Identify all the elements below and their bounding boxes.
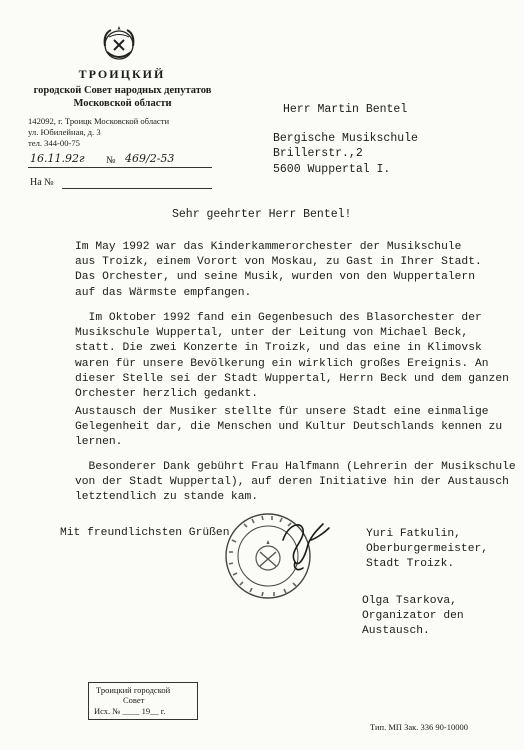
body-paragraph-4: Besonderer Dank gebührt Frau Halfmann (Lehrerin der Musikschule von der Stadt Wuppertal), auf deren Initiative hin der Austausch letztendlich zu stande kam. bbox=[75, 461, 516, 504]
letterhead-line1: городской Совет народных депутатов bbox=[33, 85, 212, 96]
recipient-line2: Brillerstr.,2 bbox=[273, 147, 363, 160]
stamp-line3: Исх. № ____ 19__ г. bbox=[94, 706, 166, 716]
letterhead-phone-line: тел. 344-00-75 bbox=[28, 138, 80, 148]
letterhead-line2: Московской области bbox=[73, 98, 172, 109]
body-paragraph-2: Im Oktober 1992 fand ein Gegenbesuch des Blasorchester der Musikschule Wuppertal, unter der Leitung von Michael Beck, statt. Die zwei Konzerte in Troizk, und das eine in Klimovsk waren für unsere Bevölkerung ein wirklich großes Ereignis. An dieser Stelle sei der Stadt Wuppertal, Herrn Beck und dem ganzen Orchester herzlich gedankt. bbox=[75, 312, 509, 401]
letterhead-address-line2: ул. Юбилейная, д. 3 bbox=[28, 127, 101, 137]
stamp-line2: Совет bbox=[123, 695, 145, 705]
recipient-name: Herr Martin Bentel bbox=[283, 103, 408, 116]
recipient-line1: Bergische Musikschule bbox=[273, 132, 418, 145]
reference-date: 16.11.92г bbox=[30, 152, 85, 165]
outgoing-stamp bbox=[88, 682, 198, 720]
recipient-line3: 5600 Wuppertal I. bbox=[273, 163, 391, 176]
letterhead-title: ТРОИЦКИЙ bbox=[78, 67, 166, 81]
reference-number: 469/2-53 bbox=[125, 152, 175, 165]
state-emblem-icon bbox=[97, 22, 141, 66]
reference-number-label: № bbox=[106, 155, 116, 166]
letterhead-address-line1: 142092, г. Троицк Московской области bbox=[28, 116, 170, 126]
salutation: Sehr geehrter Herr Bentel! bbox=[172, 208, 352, 221]
closing: Mit freundlichsten Grüßen bbox=[60, 527, 230, 539]
in-reply-to-label: На № bbox=[30, 177, 54, 188]
handwritten-signature-icon bbox=[275, 512, 333, 574]
in-reply-to-underline bbox=[62, 188, 212, 189]
body-paragraph-3: Austausch der Musiker stellte für unsere Stadt eine einmalige Gelegenheit dar, die Menschen und Kultur Deutschlands kennen zu lernen. bbox=[75, 406, 503, 449]
body-paragraph-1: Im May 1992 war das Kinderkammerorchester der Musikschule aus Troizk, einem Vorort von Moskau, zu Gast in Ihrer Stadt. Das Orchester, und seine Musik, wurden von den Wuppertalern auf das Wärmste empfangen. bbox=[75, 241, 482, 299]
signatory-1: Yuri Fatkulin, Oberburgermeister, Stadt Troizk. bbox=[366, 528, 489, 571]
stamp-line1: Троицкий городской bbox=[96, 685, 171, 695]
signatory-2: Olga Tsarkova, Organizator den Austausch. bbox=[362, 595, 464, 638]
reference-underline bbox=[28, 167, 212, 168]
print-imprint: Тип. МП Зак. 336 90-10000 bbox=[370, 722, 469, 732]
